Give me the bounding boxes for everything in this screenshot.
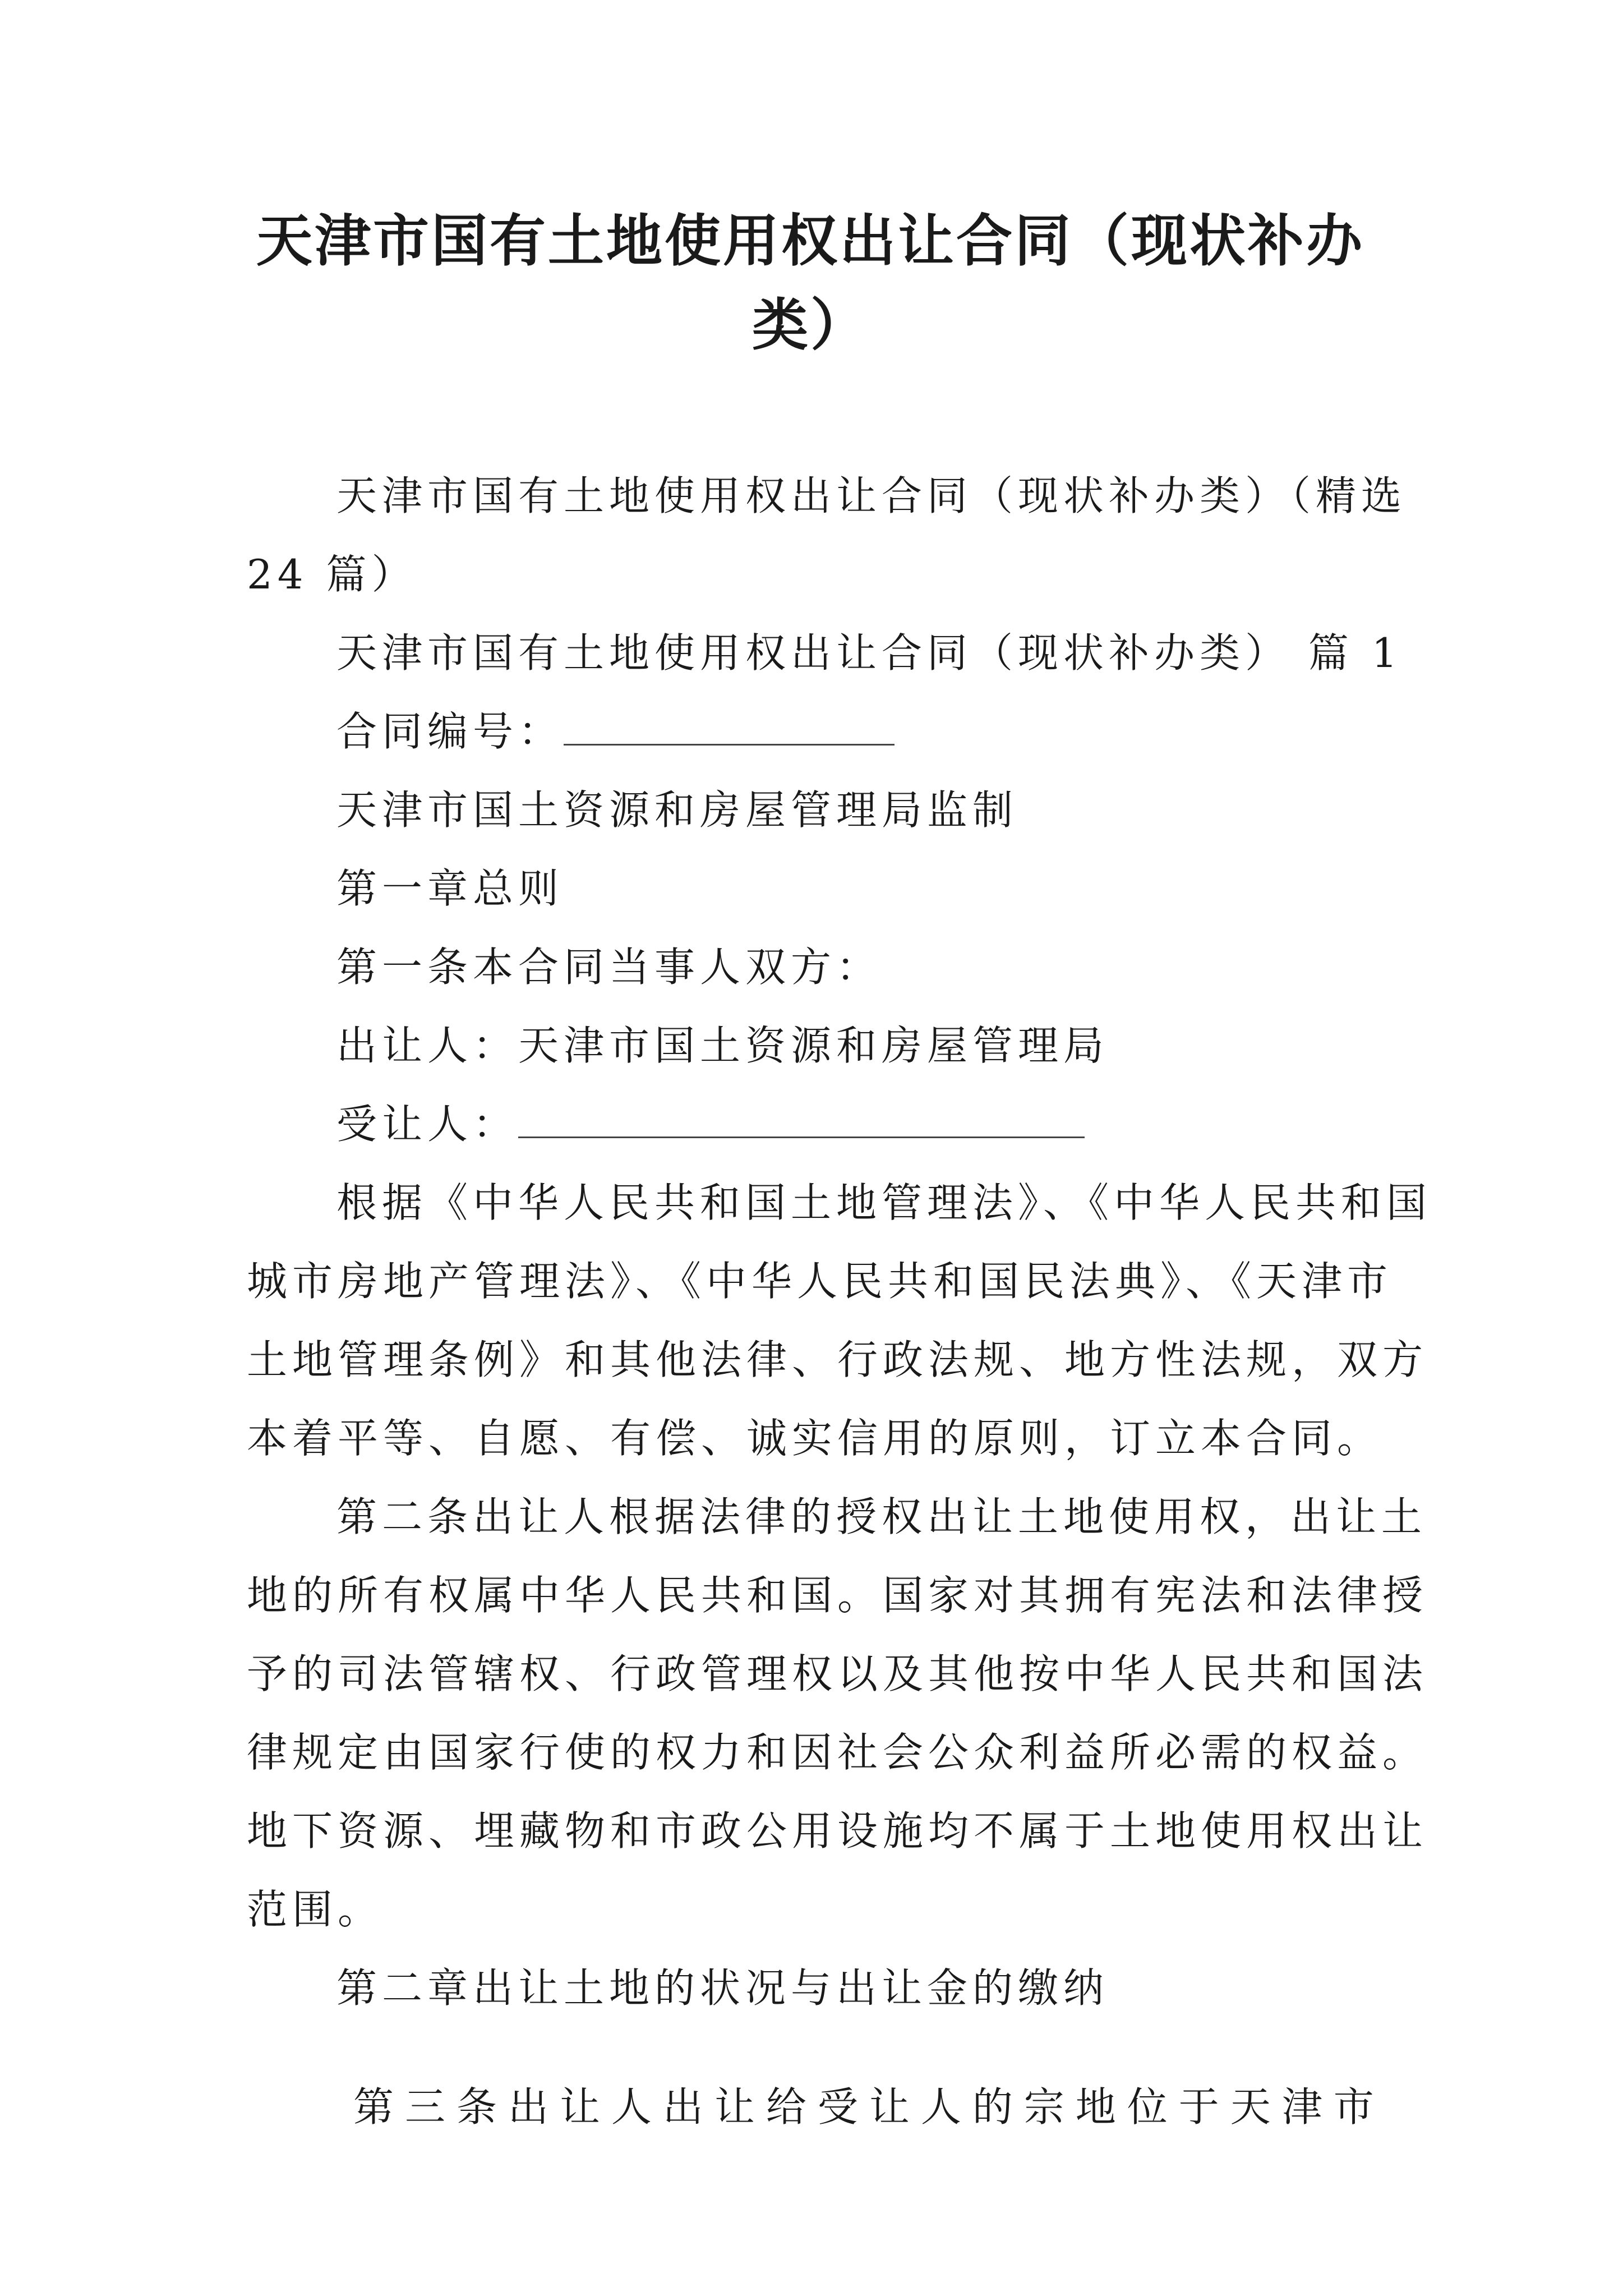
grantor-line: 出让人：天津市国土资源和房屋管理局 (336, 1022, 1109, 1069)
article3-char: 让 (869, 2083, 910, 2131)
article2-line-6: 范围。 (247, 1886, 384, 1933)
article3-char: 人 (920, 2083, 961, 2131)
intro-line2: 24 篇） (247, 551, 417, 598)
article3-char: 第 (353, 2083, 394, 2131)
article3-char: 条 (456, 2083, 497, 2131)
contract-number-label: 合同编号： (336, 708, 564, 755)
chapter1-heading: 第一章总则 (336, 865, 564, 912)
article3-char: 出 (662, 2083, 703, 2131)
document-title-line2: 类） (752, 292, 869, 358)
article2-line-3: 予的司法管辖权、行政管理权以及其他按中华人民共和国法 (247, 1650, 1428, 1697)
piece-heading: 天津市国有土地使用权出让合同（现状补办类） 篇 1 (336, 629, 1403, 677)
chapter2-heading: 第二章出让土地的状况与出让金的缴纳 (336, 1964, 1109, 2012)
article2-line-5: 地下资源、埋藏物和市政公用设施均不属于土地使用权出让 (247, 1807, 1428, 1855)
document-title-line1: 天津市国有土地使用权出让合同（现状补办 (256, 208, 1364, 274)
article3-char: 地 (1075, 2083, 1116, 2131)
article3-char: 出 (508, 2083, 548, 2131)
contract-number-line (336, 708, 895, 755)
article3-char: 位 (1127, 2083, 1168, 2131)
article3-char: 受 (817, 2083, 858, 2131)
article3-char: 给 (766, 2083, 806, 2131)
basis-line-1: 根据《中华人民共和国土地管理法》、《中华人民共和国 (336, 1179, 1432, 1226)
article3-char: 于 (1178, 2083, 1219, 2131)
contract-number-blank (564, 739, 895, 746)
article2-line-2: 地的所有权属中华人民共和国。国家对其拥有宪法和法律授 (247, 1572, 1428, 1619)
grantee-label: 受让人： (336, 1101, 519, 1148)
basis-line-4: 本着平等、自愿、有偿、诚实信用的原则，订立本合同。 (247, 1415, 1383, 1462)
article3-char: 宗 (1023, 2083, 1064, 2131)
article2-line-1: 第二条出让人根据法律的授权出让土地使用权，出让土 (336, 1493, 1427, 1540)
supervisor-line: 天津市国土资源和房屋管理局监制 (336, 786, 1018, 834)
article3-char: 津 (1281, 2083, 1322, 2131)
article3-char: 三 (404, 2083, 445, 2131)
article3-char: 人 (611, 2083, 652, 2131)
article3-char: 的 (972, 2083, 1013, 2131)
article3-char: 天 (1230, 2083, 1271, 2131)
article3-char: 让 (714, 2083, 755, 2131)
intro-line1: 天津市国有土地使用权出让合同（现状补办类）（精选 (336, 472, 1407, 519)
article3-char: 市 (1333, 2083, 1374, 2131)
article3-char: 让 (559, 2083, 600, 2131)
basis-line-2: 城市房地产管理法》、《中华人民共和国民法典》、《天津市 (247, 1258, 1393, 1305)
article1: 第一条本合同当事人双方： (336, 944, 882, 991)
grantee-blank (518, 1132, 1085, 1138)
grantee-line (336, 1101, 1085, 1148)
basis-line-3: 土地管理条例》和其他法律、行政法规、地方性法规，双方 (247, 1336, 1428, 1383)
article3-line-1 (353, 2083, 1374, 2131)
article2-line-4: 律规定由国家行使的权力和因社会公众利益所必需的权益。 (247, 1729, 1428, 1776)
